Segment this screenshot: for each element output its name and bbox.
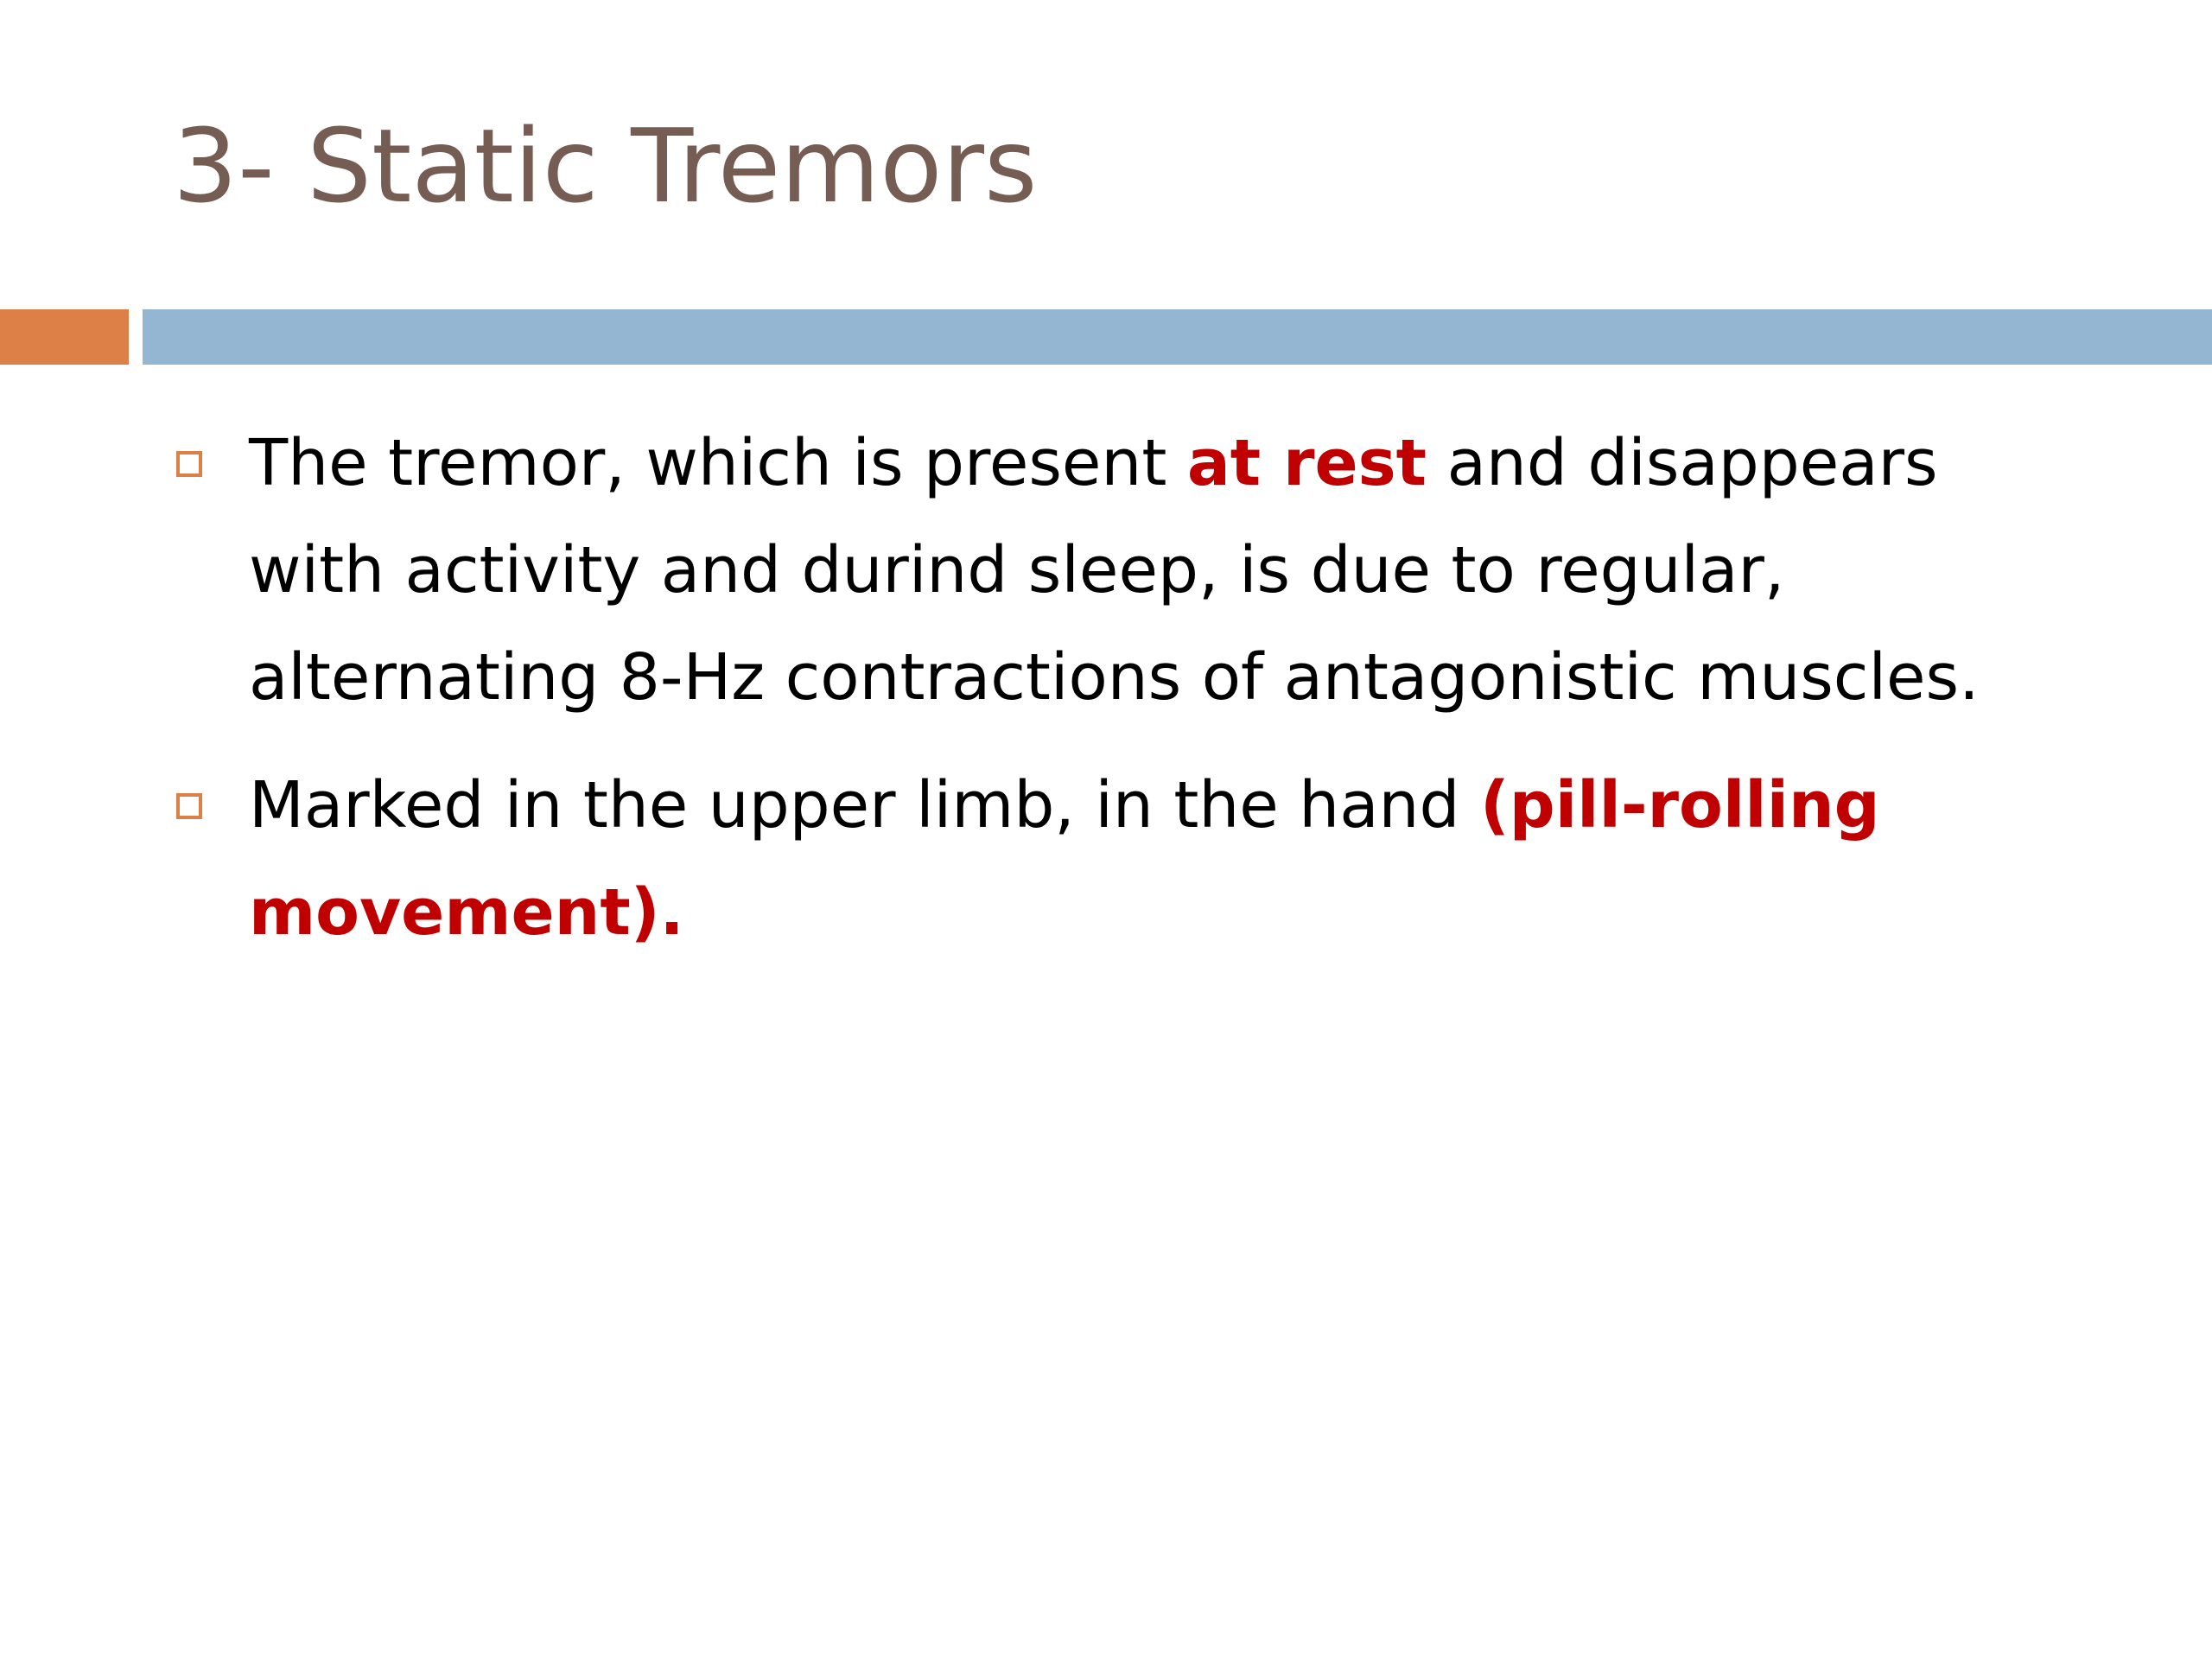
bullet-text: Marked in the upper limb, in the hand bbox=[249, 768, 1480, 842]
bullet-highlight: at rest bbox=[1186, 426, 1427, 500]
title-accent-bar-orange bbox=[0, 309, 129, 365]
hollow-square-bullet-icon bbox=[176, 793, 202, 819]
bullet-text: The tremor, which is present bbox=[249, 426, 1187, 500]
bullet-item bbox=[173, 410, 2091, 731]
hollow-square-bullet-icon bbox=[176, 451, 202, 477]
title-accent-bar-blue bbox=[143, 309, 2212, 365]
bullet-highlight: (pill-rolling movement). bbox=[249, 768, 1880, 950]
slide-title: 3- Static Tremors bbox=[173, 106, 1038, 226]
bullet-text: and disappears with activity and durind sleep, is due to regular, alternating 8-Hz contractions of antagonistic muscles. bbox=[249, 426, 1980, 715]
bullet-list bbox=[173, 410, 2091, 987]
bullet-item bbox=[173, 752, 2091, 966]
